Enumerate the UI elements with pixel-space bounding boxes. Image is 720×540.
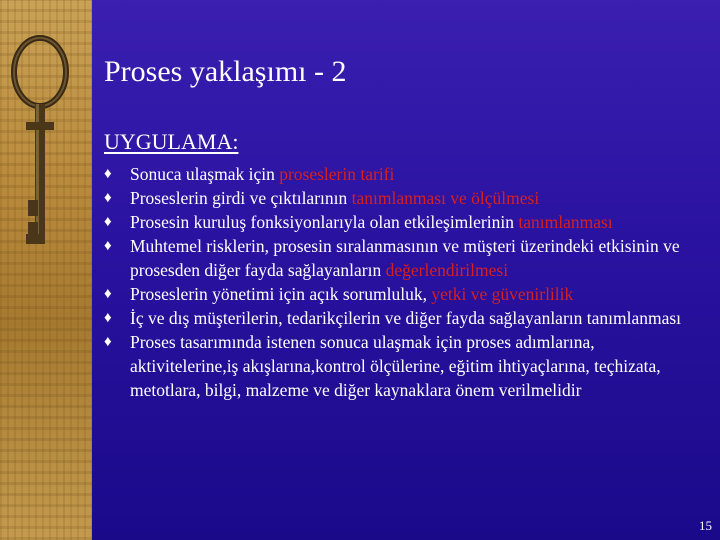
diamond-bullet-icon: ♦	[104, 310, 112, 326]
list-item	[104, 330, 704, 402]
bullet-highlight: yetki ve güvenirlilik	[431, 284, 574, 304]
wood-texture-panel	[0, 0, 92, 540]
list-item	[104, 282, 704, 306]
slide-title: Proses yaklaşımı - 2	[104, 55, 347, 88]
bullet-text: Prosesin kuruluş fonksiyonlarıyla olan etkileşimlerinin	[130, 212, 519, 232]
list-item	[104, 186, 704, 210]
diamond-bullet-icon: ♦	[104, 286, 112, 302]
bullet-text: Sonuca ulaşmak için	[130, 164, 280, 184]
diamond-bullet-icon: ♦	[104, 334, 112, 350]
list-item	[104, 210, 704, 234]
bullet-text: Proseslerin yönetimi için açık sorumluluk,	[130, 284, 432, 304]
bullet-text: Muhtemel risklerin, prosesin sıralanmasının ve müşteri üzerindeki etkisinin ve prosesden diğer fayda sağlayanların	[130, 236, 680, 280]
diamond-bullet-icon: ♦	[104, 214, 112, 230]
bullet-highlight: tanımlanması	[518, 212, 613, 232]
bullet-highlight: tanımlanması ve ölçülmesi	[351, 188, 540, 208]
list-item	[104, 162, 704, 186]
bullet-list	[104, 162, 704, 402]
bullet-text: Proseslerin girdi ve çıktılarının	[130, 188, 352, 208]
list-item	[104, 306, 704, 330]
diamond-bullet-icon: ♦	[104, 238, 112, 254]
list-item	[104, 234, 704, 282]
slide-subtitle: UYGULAMA:	[104, 129, 239, 154]
bullet-highlight: proseslerin tarifi	[279, 164, 395, 184]
diamond-bullet-icon: ♦	[104, 166, 112, 182]
bullet-text: İç ve dış müşterilerin, tedarikçilerin ve diğer fayda sağlayanların tanımlanması	[130, 308, 682, 328]
page-number: 15	[699, 518, 712, 533]
bullet-text: Proses tasarımında istenen sonuca ulaşmak için proses adımlarına, aktivitelerine,iş akışlarına,kontrol ölçülerine, eğitim ihtiyaçlarına, teçhizata, metotlara, bilgi, malzeme ve diğer kaynaklara önem verilmelidir	[130, 332, 661, 400]
key-icon	[0, 30, 92, 250]
bullet-highlight: değerlendirilmesi	[385, 260, 509, 280]
diamond-bullet-icon: ♦	[104, 190, 112, 206]
